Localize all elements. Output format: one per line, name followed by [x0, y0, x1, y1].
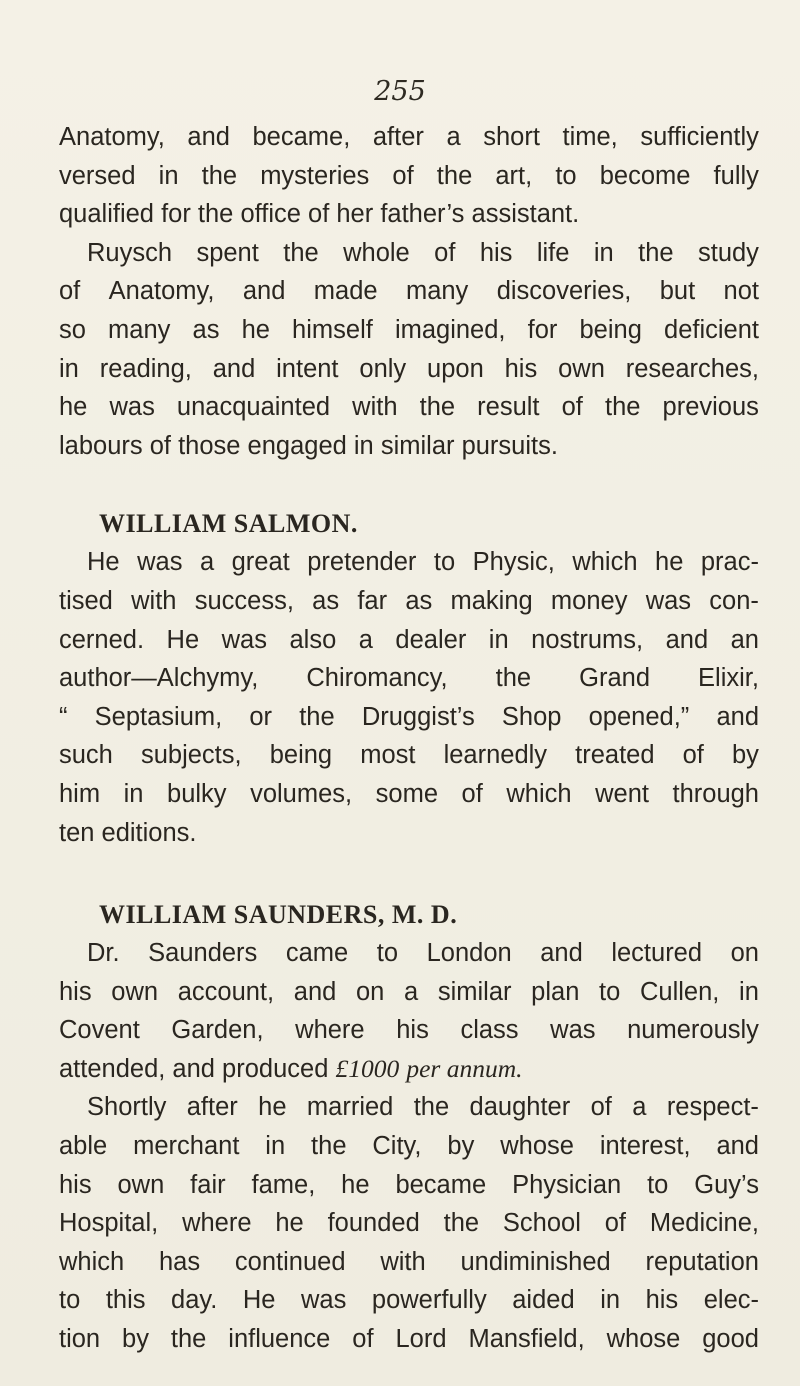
- text-line: which has continued with undiminished reputation: [59, 1247, 759, 1276]
- text-line: author—Alchymy, Chiromancy, the Grand Elixir,: [59, 664, 759, 693]
- text-line: he was unacquainted with the result of the previous: [59, 393, 759, 422]
- text-line: in reading, and intent only upon his own researches,: [59, 354, 759, 383]
- text-line: to this day. He was powerfully aided in his elec-: [59, 1286, 759, 1315]
- text-line: able merchant in the City, by whose interest, and: [59, 1132, 759, 1161]
- text-line: Shortly after he married the daughter of a respect-: [87, 1093, 759, 1122]
- page-body: [59, 118, 759, 1359]
- text-fragment: attended, and produced: [59, 1054, 336, 1083]
- text-line: Dr. Saunders came to London and lectured on: [87, 939, 759, 968]
- text-line: such subjects, being most learnedly treated of by: [59, 741, 759, 770]
- text-line: He was a great pretender to Physic, which he prac-: [87, 548, 759, 577]
- text-line: tion by the influence of Lord Mansfield, whose good: [59, 1325, 759, 1354]
- text-line: cerned. He was also a dealer in nostrums, and an: [59, 625, 759, 654]
- text-line: [59, 1050, 759, 1089]
- text-line: tised with success, as far as making money was con-: [59, 586, 759, 615]
- text-line: versed in the mysteries of the art, to become fully: [59, 161, 759, 190]
- currency-amount: £1000: [335, 1053, 400, 1083]
- text-line: of Anatomy, and made many discoveries, but not: [59, 277, 759, 306]
- text-line: qualified for the office of her father’s assistant.: [59, 200, 580, 229]
- section-heading-saunders: WILLIAM SAUNDERS, M. D.: [99, 900, 458, 930]
- text-line: ten editions.: [59, 818, 197, 847]
- text-line: so many as he himself imagined, for being deficient: [59, 315, 759, 344]
- text-line: his own fair fame, he became Physician to Guy’s: [59, 1170, 759, 1199]
- text-line: “ Septasium, or the Druggist’s Shop opened,” and: [59, 702, 759, 731]
- text-line: Anatomy, and became, after a short time, sufficiently: [59, 123, 759, 151]
- page-number: 255: [374, 76, 426, 107]
- section-heading-salmon: WILLIAM SALMON.: [99, 509, 358, 539]
- text-line: Covent Garden, where his class was numerously: [59, 1016, 759, 1045]
- text-line: his own account, and on a similar plan to Cullen, in: [59, 977, 759, 1006]
- text-line: him in bulky volumes, some of which went through: [59, 779, 759, 808]
- latin-phrase: per annum.: [406, 1053, 523, 1083]
- text-line: Hospital, where he founded the School of Medicine,: [59, 1209, 759, 1238]
- text-line: labours of those engaged in similar pursuits.: [59, 431, 558, 460]
- text-line: Ruysch spent the whole of his life in the study: [87, 238, 759, 267]
